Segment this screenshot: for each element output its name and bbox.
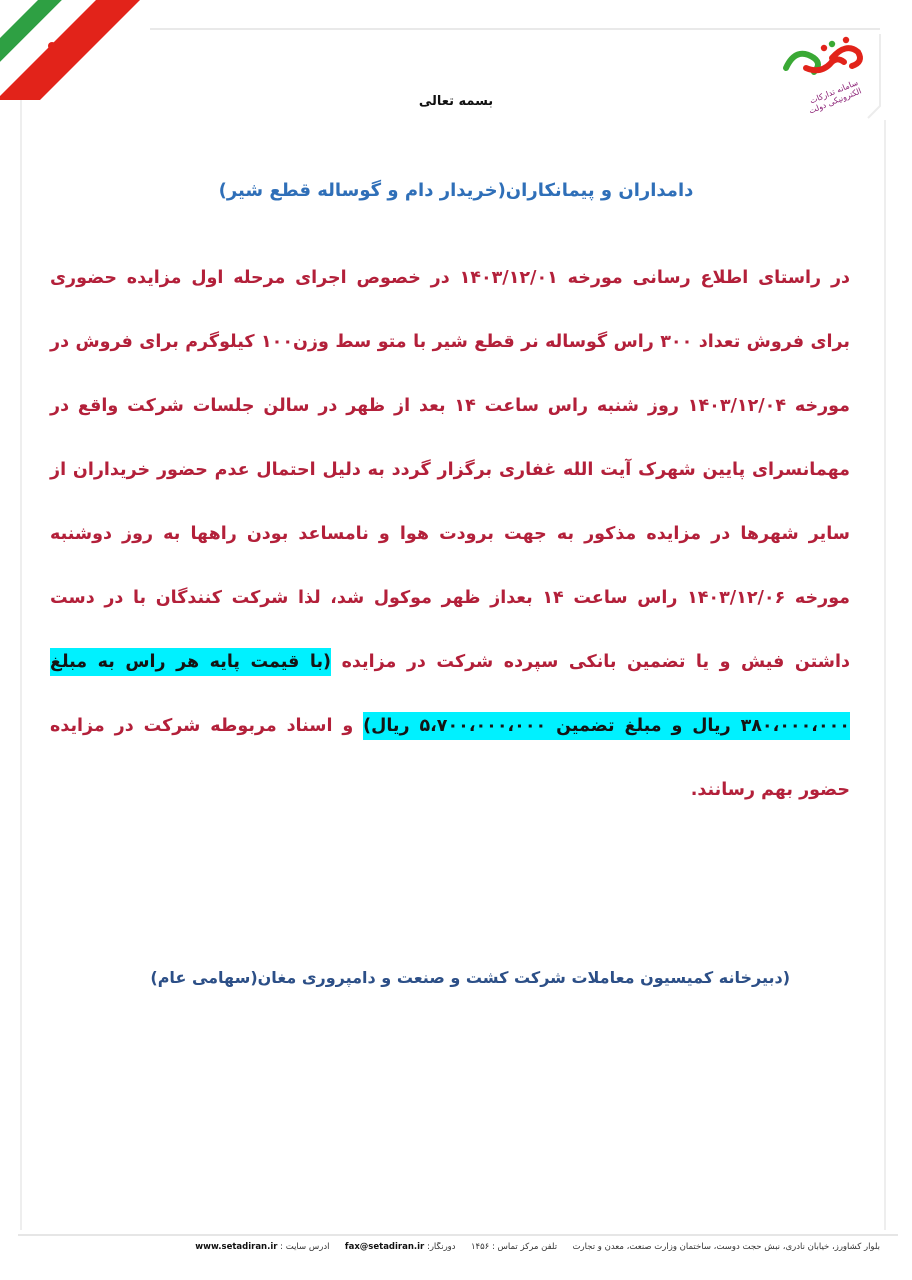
footer-fax-label: دورنگار: bbox=[426, 1242, 456, 1252]
body-text-part1: در راستای اطلاع رسانی مورخه ۱۴۰۳/۱۲/۰۱ در خصوص اجرای مرحله اول مزایده حضوری برای فروش تعداد ۳۰۰ راس گوساله نر قطع شیر با متو سط وزن۱۰۰ کیلوگرم برای فروش در مورخه ۱۴۰۳/۱۲/۰۴ روز شنبه راس ساعت ۱۴ بعد از ظهر در سالن جلسات شرکت واقع در مهمانسرای پایین شهرک آیت الله غفاری برگزار گردد به دلیل احتمال عدم حضور خریداران از سایر شهرها در مزایده مذکور به جهت برودت هوا و نامساعد بودن راهها به روز دوشنبه مورخه ۱۴۰۳/۱۲/۰۶ راس ساعت ۱۴ بعداز ظهر موکول شد، لذا شرکت کنندگان با در دست داشتن فیش و یا تضمین بانکی سپرده شرکت در مزایده bbox=[50, 268, 851, 672]
footer-site-link[interactable]: www.setadiran.ir bbox=[195, 1242, 278, 1252]
announcement-body bbox=[50, 246, 850, 822]
signature-line: (دبیرخانه کمیسیون معاملات شرکت کشت و صنعت و دامپروری مغان(سهامی عام) bbox=[150, 968, 790, 987]
body-text-part2: و اسناد مربوطه شرکت در مزایده حضور بهم رسانند. bbox=[50, 716, 850, 800]
document-title: دامداران و پیمانکاران(خریدار دام و گوساله قطع شیر) bbox=[218, 180, 694, 201]
logo-caption: سامانه تدارکات الکترونیکی دولت bbox=[807, 78, 863, 116]
frame-top-line bbox=[150, 28, 880, 30]
footer-contact bbox=[40, 1242, 880, 1252]
setad-logo bbox=[772, 28, 892, 128]
besmellah-heading: بسمه تعالی bbox=[418, 94, 494, 109]
footer-address: بلوار کشاورز، خیابان نادری، نبش حجت دوست، ساختمان وزارت صنعت، معدن و تجارت bbox=[572, 1242, 880, 1252]
frame-left-line bbox=[20, 100, 22, 1230]
footer-fax-link[interactable]: fax@setadiran.ir bbox=[344, 1242, 425, 1252]
footer-phone: تلفن مرکز تماس : ۱۴۵۶ bbox=[470, 1242, 558, 1252]
frame-right-line bbox=[884, 120, 886, 1230]
highlighted-price-text: (با قیمت پایه هر راس به مبلغ ۳۸۰،۰۰۰،۰۰۰ ریال و مبلغ تضمین ۵،۷۰۰،۰۰۰،۰۰۰ ریال) bbox=[50, 648, 850, 740]
iran-flag-ribbon bbox=[0, 0, 150, 100]
frame-bottom-line bbox=[18, 1234, 898, 1236]
footer-site-label: آدرس سایت : bbox=[280, 1242, 330, 1252]
